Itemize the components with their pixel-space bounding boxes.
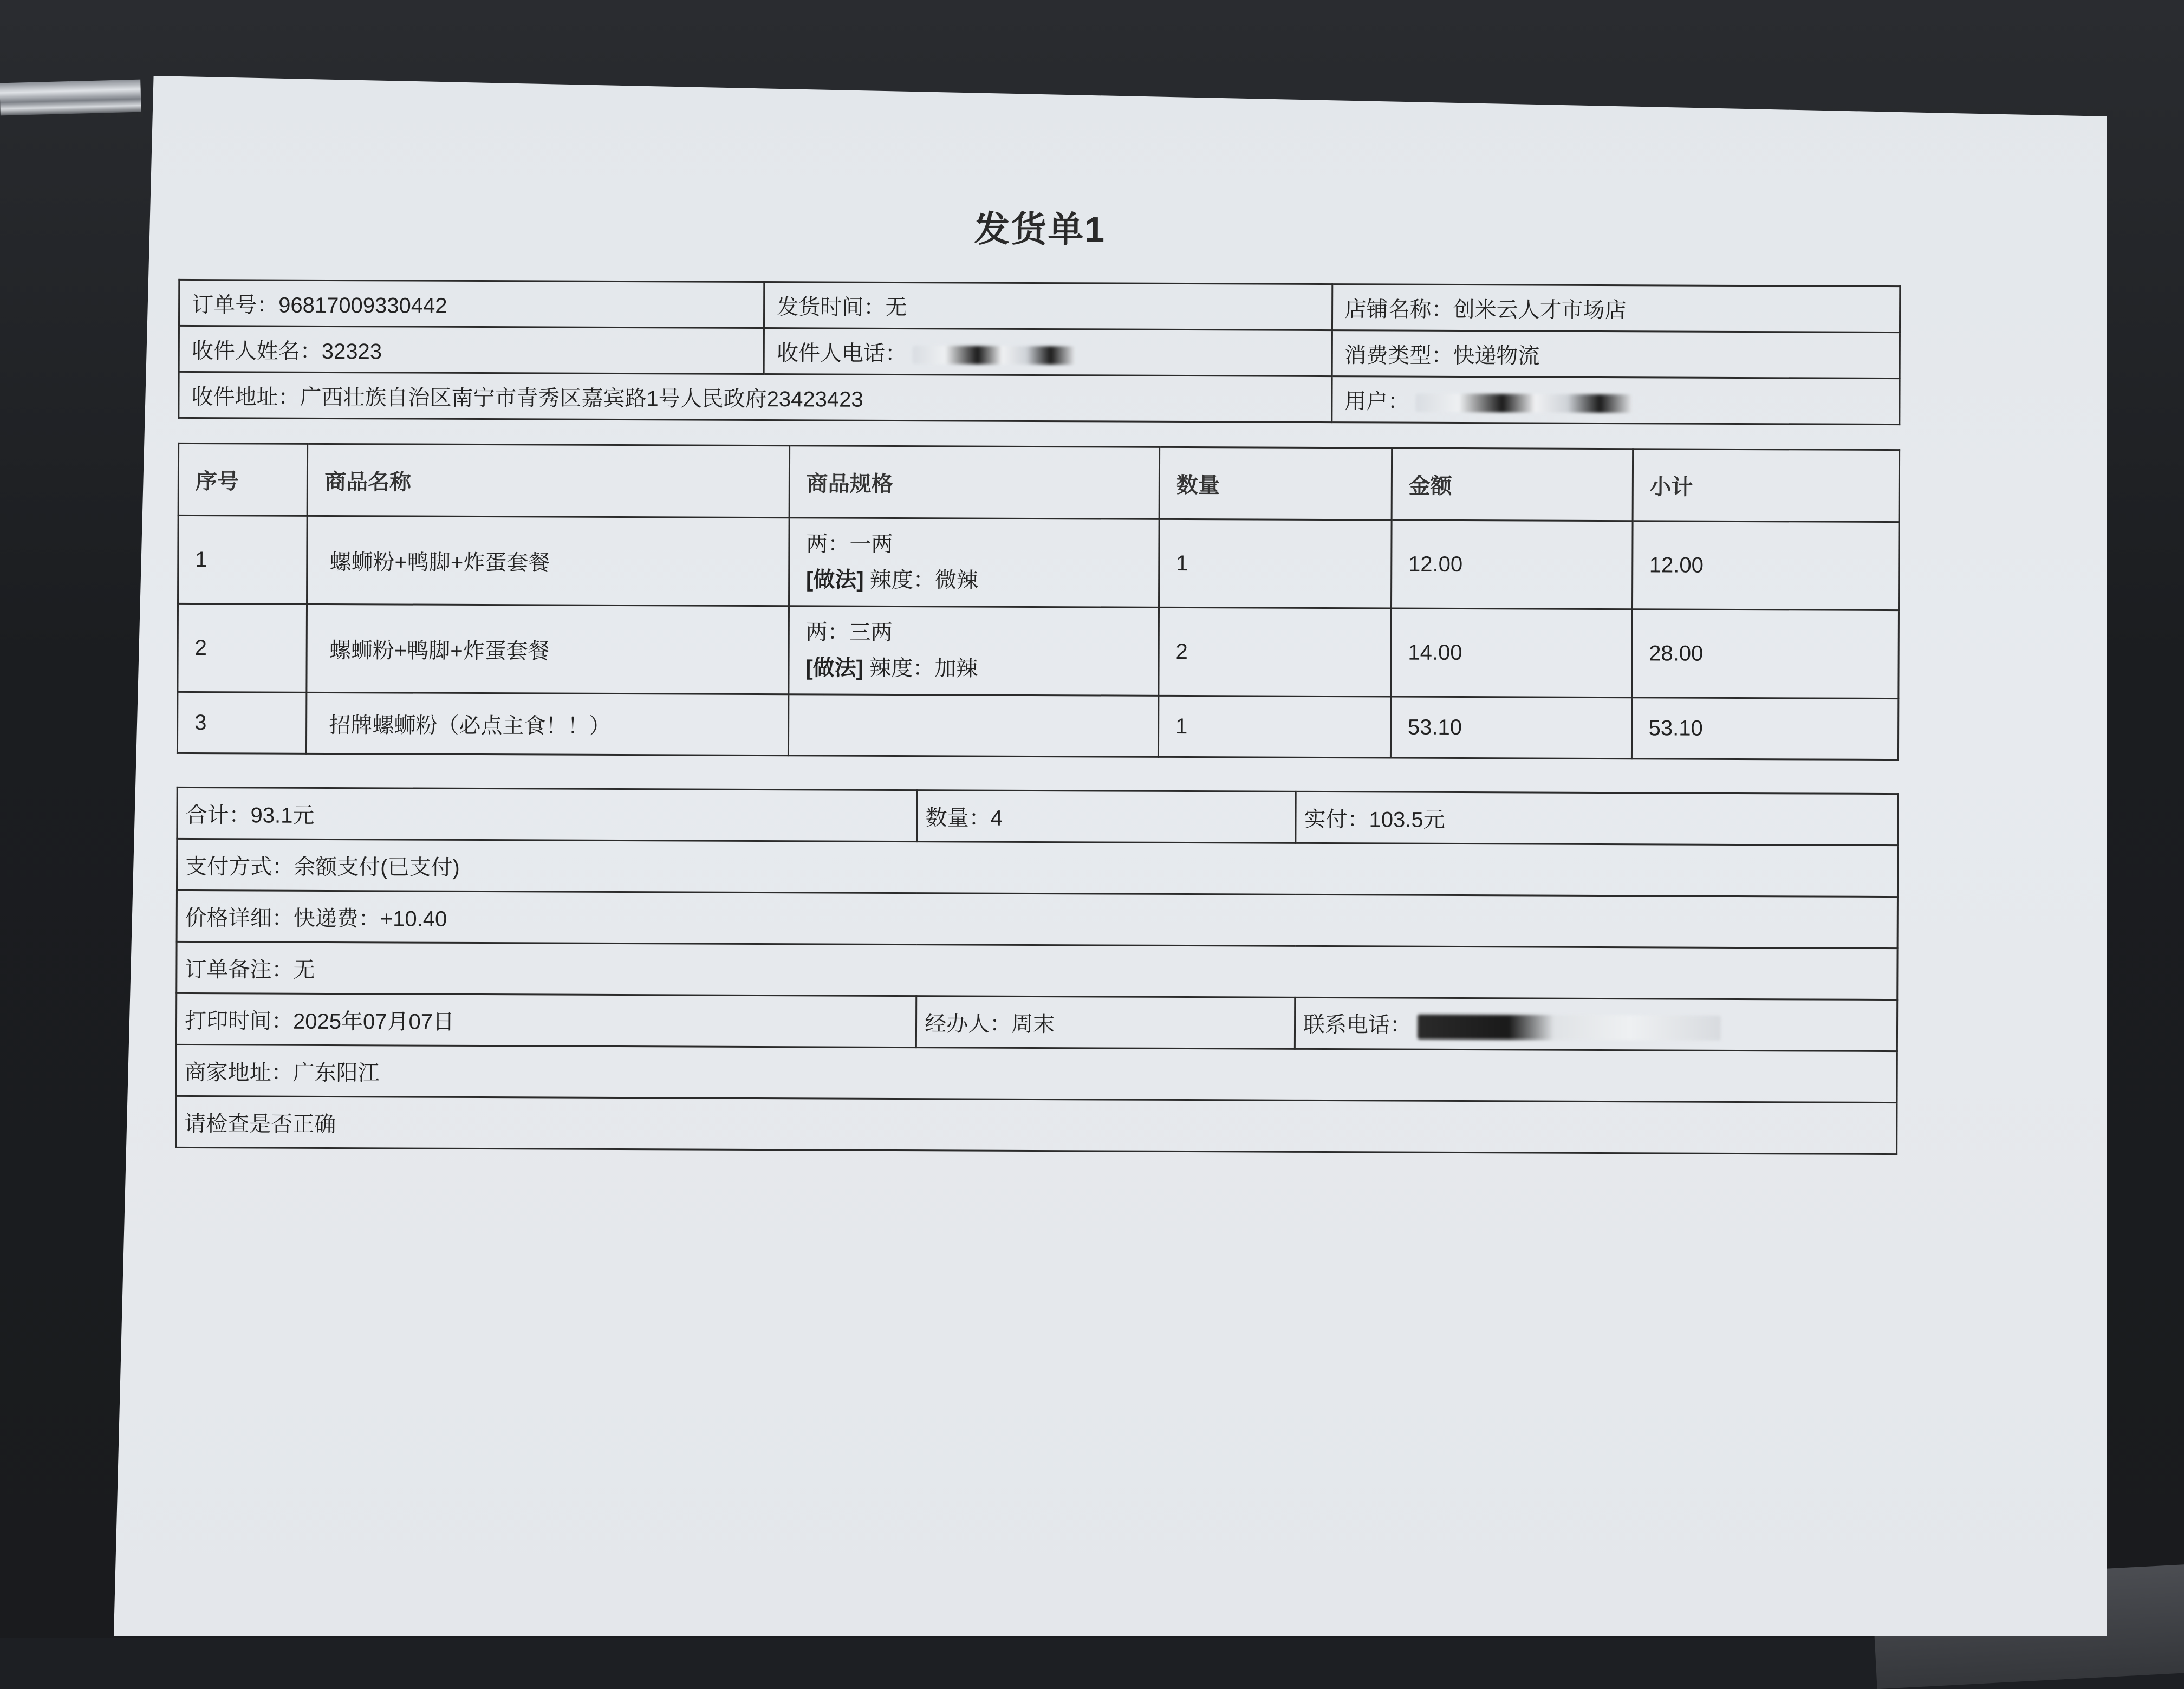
item-subtotal: 12.00 — [1632, 521, 1899, 610]
goods-header-row — [178, 443, 1899, 522]
summary-row — [177, 941, 1897, 999]
header-product-name: 商品名称 — [307, 444, 789, 517]
header-no: 序号 — [178, 443, 308, 516]
item-no: 1 — [178, 515, 308, 604]
item-quantity: 2 — [1159, 607, 1392, 697]
redacted-contact-phone — [1418, 1014, 1721, 1040]
item-no: 3 — [177, 692, 307, 753]
item-price: 53.10 — [1390, 697, 1632, 759]
item-quantity: 1 — [1159, 519, 1392, 608]
item-spec — [789, 606, 1159, 696]
store-name: 店铺名称：创米云人才市场店 — [1332, 284, 1900, 333]
total-amount: 合计：93.1元 — [177, 787, 917, 841]
merchant-address: 商家地址：广东阳江 — [176, 1044, 1897, 1102]
contact-phone-label: 联系电话： — [1303, 1013, 1412, 1037]
payment-method: 支付方式：余额支付(已支付) — [177, 839, 1897, 897]
summary-row — [177, 787, 1898, 845]
user-label: 用户： — [1344, 389, 1410, 414]
table-row — [178, 603, 1899, 698]
order-remark: 订单备注：无 — [177, 941, 1897, 999]
table-row — [178, 515, 1900, 610]
summary-row — [176, 993, 1897, 1051]
total-quantity: 数量：4 — [917, 790, 1296, 843]
item-spec — [788, 694, 1158, 757]
header-subtotal: 小计 — [1633, 449, 1900, 522]
item-spec — [789, 518, 1159, 608]
delivery-note — [175, 181, 1901, 1155]
paid-amount: 实付：103.5元 — [1296, 791, 1898, 845]
price-detail: 价格详细：快递费：+10.40 — [177, 890, 1897, 948]
spec-portion: 两：三两 — [805, 620, 893, 645]
item-name: 螺蛳粉+鸭脚+炸蛋套餐 — [307, 604, 789, 694]
spec-method-tag: [做法] — [805, 656, 864, 680]
spec-method — [805, 650, 1141, 687]
contact-phone-cell — [1295, 997, 1897, 1051]
header-spec: 商品规格 — [789, 446, 1160, 519]
document-title: 发货单1 — [974, 209, 1106, 250]
summary-row — [176, 1044, 1897, 1102]
summary-row — [177, 890, 1897, 948]
info-row — [179, 372, 1900, 424]
header-quantity: 数量 — [1159, 447, 1392, 520]
handler: 经办人：周末 — [916, 996, 1295, 1049]
item-name: 招牌螺蛳粉（必点主食！！） — [307, 692, 789, 755]
redacted-phone — [913, 346, 1075, 365]
recipient-phone-cell — [764, 328, 1332, 376]
recipient-address: 收件地址：广西壮族自治区南宁市青秀区嘉宾路1号人民政府23423423 — [179, 372, 1332, 422]
summary-row — [177, 839, 1897, 897]
item-subtotal: 28.00 — [1632, 609, 1899, 699]
item-price: 12.00 — [1391, 520, 1632, 609]
check-note: 请检查是否正确 — [176, 1096, 1897, 1154]
spec-portion: 两：一两 — [806, 532, 893, 556]
spec-method-value: 辣度：微辣 — [863, 568, 978, 593]
recipient-name: 收件人姓名：32323 — [179, 326, 764, 374]
recipient-phone-label: 收件人电话： — [776, 341, 907, 366]
spec-method — [806, 562, 1142, 599]
info-row — [179, 280, 1900, 332]
item-price: 14.00 — [1391, 608, 1632, 698]
item-no: 2 — [178, 603, 307, 692]
user-cell — [1331, 376, 1900, 425]
order-number: 订单号：96817009330442 — [179, 280, 764, 328]
redacted-user — [1415, 394, 1632, 413]
header-price: 金额 — [1392, 448, 1633, 521]
table-row — [177, 692, 1898, 759]
info-row — [179, 326, 1900, 378]
item-name: 螺蛳粉+鸭脚+炸蛋套餐 — [307, 516, 789, 606]
spec-method-tag: [做法] — [805, 568, 864, 592]
desk-edge — [0, 80, 141, 116]
item-subtotal: 53.10 — [1632, 698, 1899, 760]
consume-type: 消费类型：快递物流 — [1332, 330, 1900, 379]
summary-table — [175, 787, 1899, 1155]
goods-table — [177, 443, 1900, 761]
ship-time: 发货时间：无 — [764, 282, 1332, 330]
spec-method-value: 辣度：加辣 — [863, 656, 978, 681]
order-info-table — [178, 279, 1901, 425]
print-time: 打印时间：2025年07月07日 — [176, 993, 916, 1047]
summary-row — [176, 1096, 1897, 1154]
item-quantity: 1 — [1158, 696, 1390, 758]
